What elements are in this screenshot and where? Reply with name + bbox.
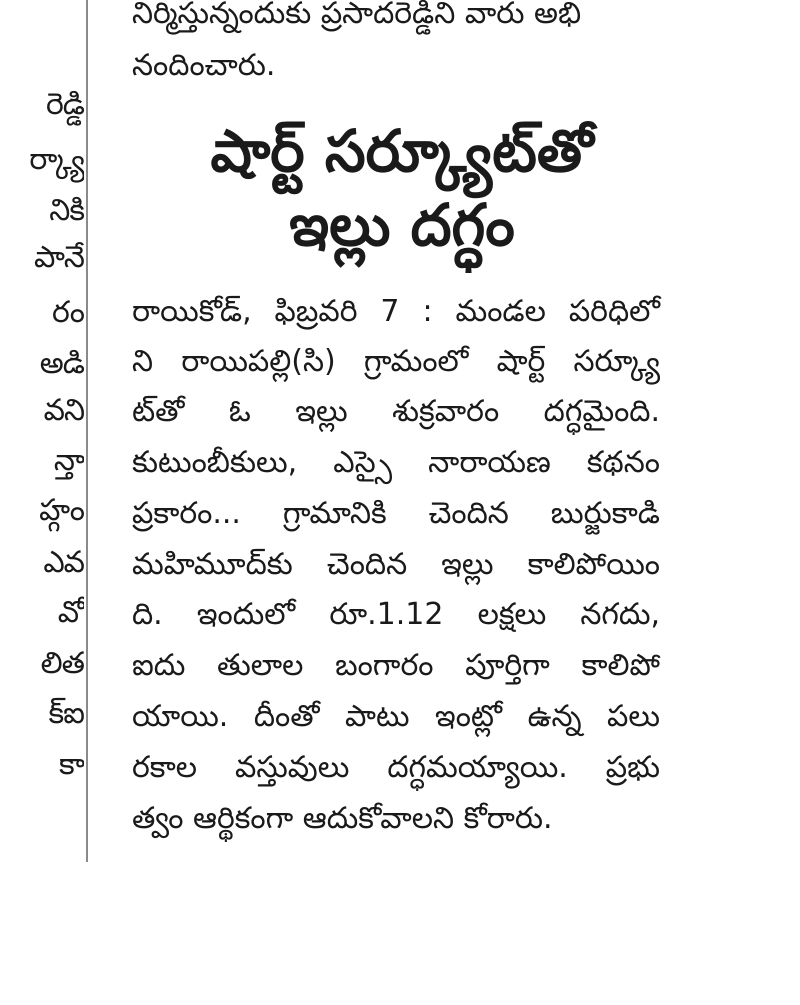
previous-article-text: నందించారు.	[132, 48, 276, 83]
left-column-line: ఎవ	[43, 545, 84, 580]
article-body-line: మహిమూద్‌కు చెందిన ఇల్లు కాలిపోయిం	[132, 547, 660, 582]
article-headline: షార్ట్ సర్క్యూట్‌తో	[210, 117, 594, 185]
left-column-line: హ్గం	[39, 493, 84, 528]
left-column-line: పానే	[34, 240, 84, 275]
article-body-line: రకాల వస్తువులు దగ్ధమయ్యాయి. ప్రభు	[132, 750, 660, 785]
left-column-line: లిత	[40, 646, 84, 681]
left-column-line: అడి	[39, 346, 84, 381]
article-body-line: ఐదు తులాల బంగారం పూర్తిగా కాలిపో	[132, 648, 660, 683]
article-body-line: కుటుంబీకులు, ఎస్సై నారాయణ కథనం	[132, 445, 660, 480]
article-body-line: ని రాయిపల్లి(సి) గ్రామంలో షార్ట్ సర్క్యూ	[132, 344, 660, 379]
article-body-line: రాయికోడ్, ఫిబ్రవరి 7 : మండల పరిధిలో	[132, 294, 660, 329]
previous-article-text: నిర్మిస్తున్నందుకు ప్రసాదరెడ్డిని వారు అభి	[132, 0, 582, 31]
article-body-line: ట్‌తో ఓ ఇల్లు శుక్రవారం దగ్ధమైంది.	[132, 394, 660, 429]
left-column-line: నికి	[49, 193, 84, 228]
left-column-line: క్ఐ	[48, 696, 84, 731]
article-headline: ఇల్లు దగ్ధం	[289, 191, 515, 259]
article-body-line: ది. ఇందులో రూ.1.12 లక్షలు నగదు,	[132, 597, 660, 632]
left-column-line: రెడ్డి	[46, 87, 84, 122]
article-body-line: యాయి. దీంతో పాటు ఇంట్లో ఉన్న పలు	[132, 699, 660, 734]
left-column-line: ర్క్యా	[29, 142, 84, 177]
left-column-line: న్తా	[53, 443, 84, 478]
left-column-line: కా	[58, 747, 84, 782]
column-divider	[86, 0, 88, 862]
article-body-line: త్వం ఆర్థికంగా ఆదుకోవాలని కోరారు.	[132, 801, 553, 836]
left-column-line: రం	[52, 295, 84, 330]
left-column-line: వో	[57, 595, 84, 630]
article-body-line: ప్రకారం... గ్రామానికి చెందిన బుర్జుకాడి	[132, 496, 660, 531]
left-column-line: వని	[43, 393, 84, 428]
adjacent-column-fragment	[0, 0, 84, 860]
